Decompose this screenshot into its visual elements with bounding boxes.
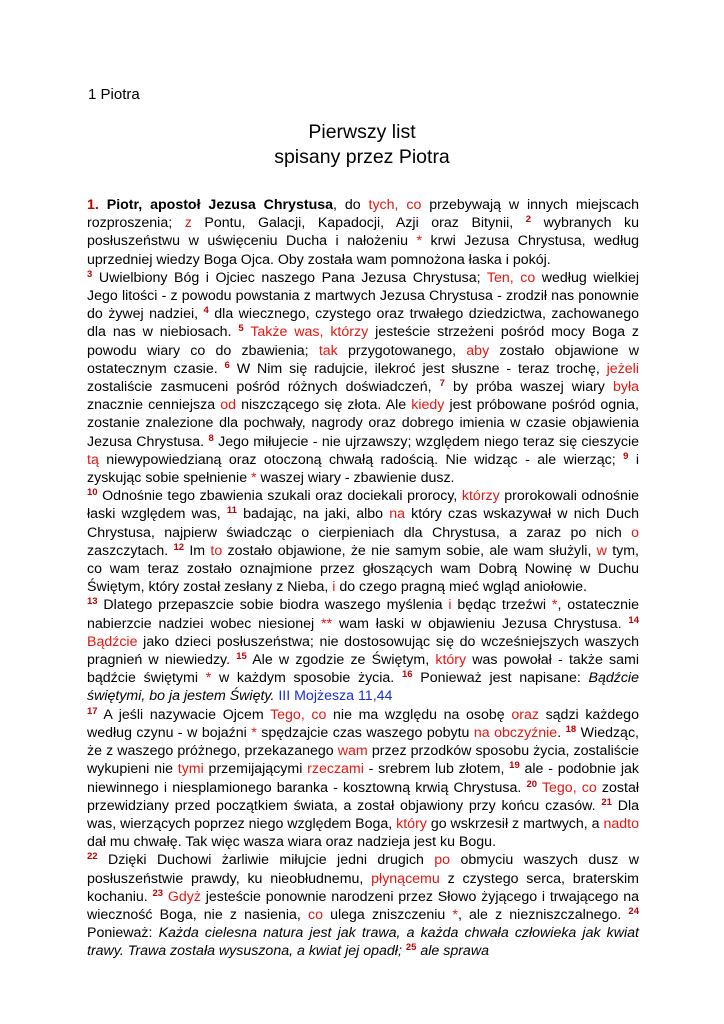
verse-text: jesteście ponownie narodzeni przez Słowo żyjącego i trwającego na wieczność Boga, nie z nasienia, (87, 888, 639, 923)
verse-text: jest próbowane pośród ognia, zostanie znalezione dla pochwały, nagrody oraz dobrego imienia w czasie objawienia Jezusa Chrystusa. (87, 397, 639, 450)
verse-number: 15 (236, 651, 247, 663)
added-word: który (396, 815, 427, 832)
verse-text: Jego miłujecie - nie ujrzawszy; względem niego teraz się cieszycie (213, 433, 639, 450)
added-word: tymi (177, 761, 204, 778)
verse-number: 16 (401, 669, 413, 681)
footnote-marker: * (416, 233, 423, 250)
verse-text: krwi Jezusa Chrystusa, według uprzedniej wiedzy Boga Ojca. Oby została wam pomnożona łaska i pokój. (87, 233, 640, 268)
verse-text: Dlatego przepaszcie sobie biodra waszego myślenia (97, 597, 449, 614)
added-word: kiedy (411, 397, 445, 414)
quotation: ale sprawa (416, 943, 489, 960)
added-word: tą (87, 451, 99, 468)
added-word: tych, co (368, 197, 422, 213)
verse-text: Odnośnie tego zbawienia szukali oraz dociekali prorocy, (97, 488, 462, 505)
verse-text: Ponieważ jest napisane: (412, 670, 589, 687)
verse-number: 23 (152, 887, 164, 899)
added-word: Ten, co (486, 269, 536, 286)
verse-text: niewypowiedzianą oraz otoczoną chwałą radością. Nie widząc - ale wierząc; (98, 451, 624, 468)
added-word: co (307, 906, 323, 923)
added-word: na obczyźnie (473, 724, 558, 741)
verse-text: do czego pragną mieć wgląd aniołowie. (335, 579, 587, 596)
footnote-marker: * (452, 906, 458, 923)
verse-text: A jeśli nazywacie Ojcem (97, 706, 271, 723)
verse-number: 17 (87, 705, 98, 717)
verse-text: niszczącego się złota. Ale (235, 397, 412, 414)
added-word: po (434, 852, 451, 869)
verse-text: tym, co wam teraz zostało oznajmione przez głoszących wam Dobrą Nowinę w Duchu Świętym, który został zesłany z Nieba, (87, 542, 639, 596)
added-word: rzeczami (307, 761, 364, 778)
added-word: płynącemu (371, 870, 440, 887)
cross-reference: III Mojżesza 11,44 (278, 688, 393, 705)
verse-text: go wskrzesił z martwych, a (426, 815, 604, 832)
quotation: Każda cielesna natura jest jak trawa, a każda chwała człowieka jak kwiat trawy. Trawa została wysuszona, a kwiat jej opadł; (87, 925, 640, 960)
added-word: z (184, 215, 192, 232)
added-word: na (389, 506, 405, 523)
added-word: Gdyż (167, 888, 201, 905)
verse-text: Piotr, apostoł Jezusa Chrystusa (106, 197, 334, 213)
added-word: i (332, 579, 336, 596)
verse-text: zostaliście zasmuceni pośród różnych doświadczeń, (87, 379, 440, 396)
verse-text: obmyciu waszych dusz w posłuszeństwie prawdy, ku nieobłudnemu, (87, 852, 639, 887)
verse-text: badając, na jaki, albo (236, 506, 390, 523)
verse-text: Dzięki Duchowi żarliwie miłujcie jedni drugich (97, 852, 435, 869)
verse-text: nie ma względu na osobę (326, 706, 512, 723)
verse-text: waszej wiary - zbawienie dusz. (256, 470, 455, 487)
verse-text: i zyskując sobie spełnienie (87, 451, 639, 487)
verse-text: Dla was, wierzących poprzez niego względem Boga, (87, 797, 639, 832)
added-word: wam (337, 743, 368, 760)
verse-text: by próba waszej wiary (444, 379, 613, 396)
added-word: Bądźcie (87, 633, 138, 650)
verse-text: . (557, 724, 566, 741)
verse-text: ulega zniszczeniu (322, 906, 453, 923)
verse-text: ale - podobnie jak niewinnego i niesplamionego baranka - kosztowną krwią Chrystusa. (87, 761, 639, 796)
verse-number: 24 (628, 905, 639, 917)
added-word: którzy (461, 488, 500, 505)
verse-text: spędzajcie czas waszego pobytu (256, 724, 474, 741)
verse-text: który czas wskazywał w nich Duch Chrystusa, najpierw świadcząc o cierpieniach dla Chrystusa, a zaraz po nich (87, 506, 639, 541)
added-word: i (448, 597, 452, 614)
document-title (0, 120, 724, 170)
title-line-2: spisany przez Piotra (274, 146, 450, 168)
verse-number: 20 (526, 778, 538, 790)
verse-text: Ponieważ: (87, 925, 159, 942)
verse-text: jesteście strzeżeni pośród mocy Boga z powodu wiary co do zbawienia; (87, 324, 639, 359)
added-word: była (612, 379, 639, 396)
verse-text: przygotowanego, (337, 342, 467, 359)
verse-text: zaszczytach. (87, 542, 174, 559)
verse-text: znacznie cenniejsza (87, 397, 221, 414)
verse-number: 7 (439, 378, 445, 390)
verse-number: 2 (525, 214, 532, 226)
verse-text: Im (184, 542, 211, 559)
verse-text: w każdym sposobie życia. (211, 670, 402, 687)
added-word: który (435, 652, 467, 669)
verse-number: 10 (87, 487, 98, 499)
added-word: Także was, którzy (250, 324, 369, 341)
quotation: Bądźcie świętymi, bo ja jestem Święty. (87, 670, 639, 705)
verse-text: sądzi każdego według czynu - w bojaźni (87, 706, 639, 741)
verse-number: 1. (87, 197, 99, 213)
verse-number: 3 (87, 268, 93, 280)
added-word: tak (318, 342, 338, 359)
verse-text: przebywają w innych miejscach rozproszenia; (87, 197, 639, 232)
verse-text: Pontu, Galacji, Kapadocji, Azji oraz Bitynii, (191, 215, 526, 232)
verse-text: zostało objawione w ostatecznym czasie. (87, 342, 639, 377)
verse-text: został przewidziany przed początkiem świata, a został objawiony przy końcu czasów. (87, 779, 639, 814)
scripture-body (87, 196, 639, 961)
verse-text: Uwielbiony Bóg i Ojciec naszego Pana Jezusa Chrystusa; (92, 269, 487, 286)
running-header: 1 Piotra (88, 86, 140, 103)
added-word: oraz (511, 706, 539, 723)
verse-text: zostało objawione, że nie samym sobie, ale wam służyli, (222, 542, 597, 559)
verse-text: według wielkiej Jego litości - z powodu powstania z martwych Jezusa Chrystusa - zrodził nas ponownie do żywej nadziei, (87, 269, 639, 323)
verse-number: 18 (565, 723, 577, 735)
verse-text: przez przodków sposobu życia, zostaliście wykupieni nie (87, 743, 639, 778)
footnote-marker: * (205, 670, 212, 687)
footnote-marker: ** (321, 615, 333, 632)
verse-number: 22 (87, 851, 98, 863)
verse-number: 19 (509, 760, 520, 772)
added-word: aby (466, 342, 490, 359)
verse-text: , do (333, 197, 369, 213)
added-word: to (210, 542, 223, 559)
verse-text: przemijającymi (203, 761, 308, 778)
verse-text: będąc trzeźwi (451, 597, 552, 614)
verse-number: 25 (405, 942, 417, 954)
footnote-marker: * (251, 470, 257, 487)
verse-text: wam łaski w objawieniu Jezusa Chrystusa. (332, 615, 629, 632)
verse-number: 6 (224, 359, 230, 371)
footnote-marker: * (251, 724, 257, 741)
verse-number: 12 (173, 541, 185, 553)
verse-text: z czystego serca, braterskim kochaniu. (87, 870, 639, 905)
verse-number: 11 (226, 505, 237, 517)
added-word: od (220, 397, 236, 414)
verse-text: - srebrem lub złotem, (363, 761, 510, 778)
verse-text: prorokowali odnośnie łaski względem was, (87, 488, 639, 523)
verse-text: Wiedząc, że z waszego próżnego, przekazanego (87, 724, 639, 760)
verse-number: 13 (87, 596, 98, 608)
verse-text: wybranych ku posłuszeństwu w uświęceniu Ducha i nałożeniu (87, 215, 640, 250)
verse-text: , ostatecznie nabierzcie nadziei wobec niesionej (87, 597, 640, 632)
verse-text: Ale w zgodzie ze Świętym, (246, 652, 436, 669)
added-word: jeżeli (606, 360, 639, 377)
verse-text: dla wiecznego, czystego oraz trwałego dziedzictwa, zachowanego dla nas w niebiosach. (87, 306, 639, 341)
verse-number: 14 (628, 614, 639, 626)
verse-text: dał mu chwałę. Tak więc wasza wiara oraz nadzieja jest ku Bogu. (87, 834, 497, 851)
verse-number: 9 (623, 450, 629, 462)
verse-number: 21 (601, 796, 612, 808)
added-word: nadto (603, 815, 640, 832)
title-line-1: Pierwszy list (308, 121, 416, 143)
verse-number: 5 (238, 323, 244, 335)
added-word: w (596, 542, 607, 559)
verse-text: W Nim się radujcie, ilekroć jest słuszne - teraz trochę, (229, 360, 607, 377)
footnote-marker: * (551, 597, 558, 614)
verse-text: was powołał - także sami bądźcie świętymi (87, 652, 639, 687)
added-word: Tego, co (541, 779, 597, 796)
added-word: o (631, 524, 639, 541)
verse-text: , ale z niezniszczalnego. (457, 906, 629, 923)
added-word: Tego, co (270, 706, 327, 723)
verse-text: jako dzieci posłuszeństwa; nie dostosowując się do wcześniejszych waszych pragnień w niewiedzy. (87, 633, 639, 669)
verse-number: 4 (203, 305, 209, 317)
verse-number: 8 (208, 432, 214, 444)
